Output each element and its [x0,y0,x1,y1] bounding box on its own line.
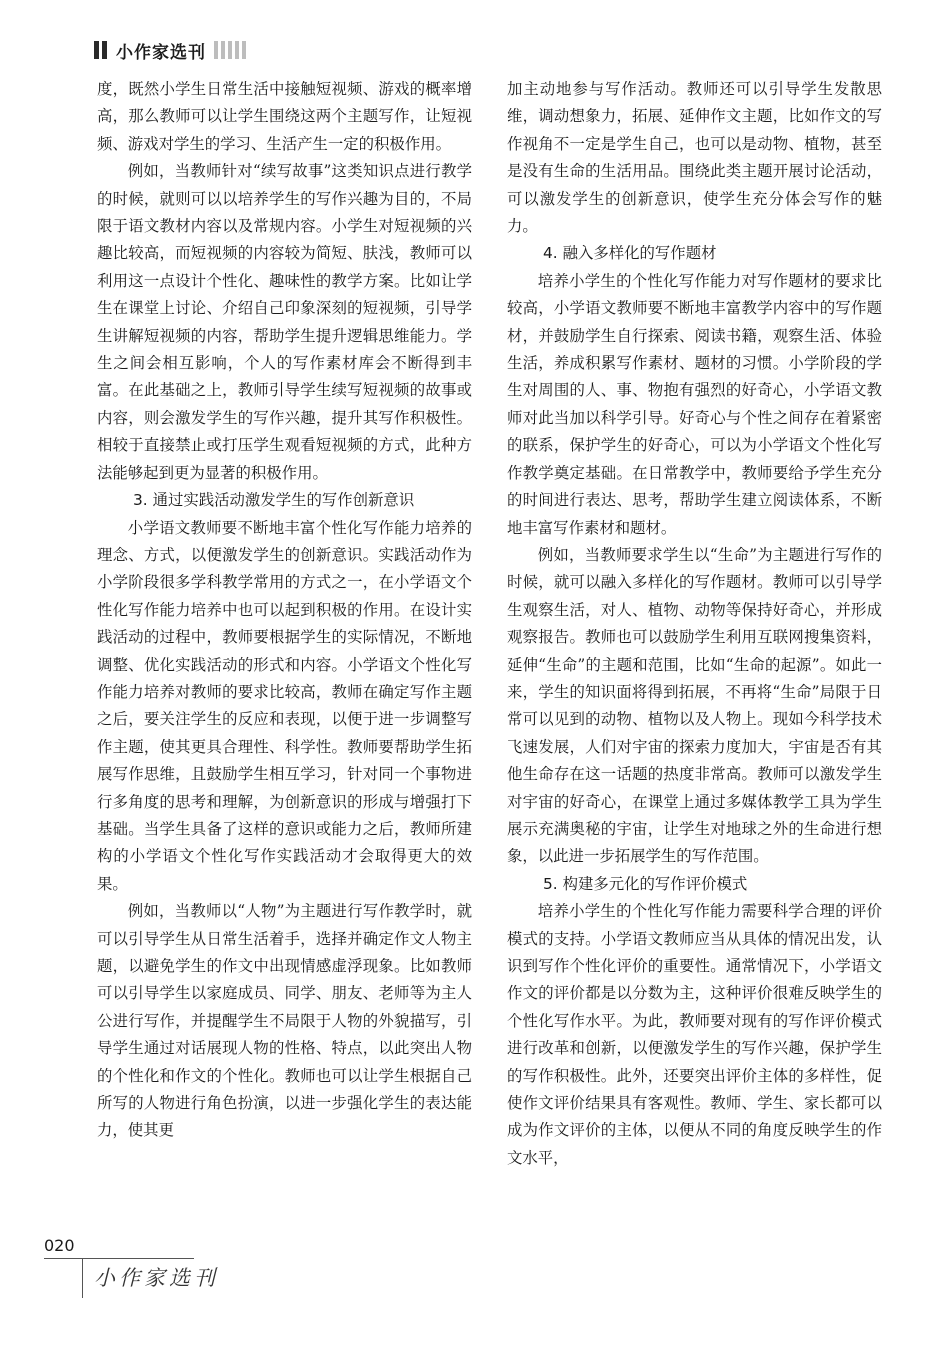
page-number: 020 [44,1236,75,1255]
header-decor-mark [228,41,232,59]
header-decor-mark [214,41,218,59]
running-header [94,38,249,62]
footer-rule-vertical [82,1258,83,1298]
paragraph: 小学语文教师要不断地丰富个性化写作能力培养的理念、方式，以便激发学生的创新意识。实践活动作为小学阶段很多学科教学常用的方式之一，在小学语文个性化写作能力培养中也可以起到积极的作用。在设计实践活动的过程中，教师要根据学生的实际情况，不断地调整、优化实践活动的形式和内容。小学语文个性化写作能力培养对教师的要求比较高，教师在确定写作主题之后，要关注学生的反应和表现，以便于进一步调整写作主题，使其更具合理性、科学性。教师要帮助学生拓展写作思维，且鼓励学生相互学习，针对同一个事物进行多角度的思考和理解，为创新意识的形成与增强打下基础。当学生具备了这样的意识或能力之后，教师所建构的小学语文个性化写作实践活动才会取得更大的效果。 [97,518,472,893]
header-bar-mark [94,41,99,59]
left-column [97,76,472,1145]
paragraph: 培养小学生的个性化写作能力对写作题材的要求比较高，小学语文教师要不断地丰富教学内容中的写作题材，并鼓励学生自行探索、阅读书籍，观察生活、体验生活，养成积累写作素材、题材的习惯。小学阶段的学生对周围的人、事、物抱有强烈的好奇心，小学语文教师对此当加以科学引导。好奇心与个性之间存在着紧密的联系，保护学生的好奇心，可以为小学语文个性化写作教学奠定基础。在日常教学中，教师要给予学生充分的时间进行表达、思考，帮助学生建立阅读体系，不断地丰富写作素材和题材。 [507,271,882,537]
header-decor-mark [221,41,225,59]
header-bar-mark [102,41,107,59]
journal-title: 小作家选刊 [116,42,206,63]
paragraph: 例如，当教师要求学生以“生命”为主题进行写作的时候，就可以融入多样化的写作题材。教师可以引导学生观察生活，对人、植物、动物等保持好奇心，并形成观察报告。教师也可以鼓励学生利用互联网搜集资料，延伸“生命”的主题和范围，比如“生命的起源”。如此一来，学生的知识面将得到拓展，不再将“生命”局限于日常可以见到的动物、植物以及人物上。现如今科学技术飞速发展，人们对宇宙的探索力度加大，宇宙是否有其他生命存在这一话题的热度非常高。教师可以激发学生对宇宙的好奇心，在课堂上通过多媒体教学工具为学生展示充满奥秘的宇宙，让学生对地球之外的生命进行想象，以此进一步拓展学生的写作范围。 [507,545,882,866]
paragraph: 例如，当教师针对“续写故事”这类知识点进行教学的时候，就则可以以培养学生的写作兴趣为目的，不局限于语文教材内容以及常规内容。小学生对短视频的兴趣比较高，而短视频的内容较为简短、肤浅，教师可以利用这一点设计个性化、趣味性的教学方案。比如让学生在课堂上讨论、介绍自己印象深刻的短视频，引导学生讲解短视频的内容，帮助学生提升逻辑思维能力。学生之间会相互影响，个人的写作素材库会不断得到丰富。在此基础之上，教师引导学生续写短视频的故事或内容，则会激发学生的写作兴趣，提升其写作积极性。相较于直接禁止或打压学生观看短视频的方式，此种方法能够起到更为显著的积极作用。 [97,162,472,482]
paragraph: 度，既然小学生日常生活中接触短视频、游戏的概率增高，那么教师可以让学生围绕这两个主题写作，让短视频、游戏对学生的学习、生活产生一定的积极作用。 [97,80,472,153]
section-heading: 3. 通过实践活动激发学生的写作创新意识 [133,491,415,510]
paragraph: 例如，当教师以“人物”为主题进行写作教学时，就可以引导学生从日常生活着手，选择并确定作文人物主题，以避免学生的作文中出现情感虚浮现象。比如教师可以引导学生以家庭成员、同学、朋友、老师等为主人公进行写作，并提醒学生不局限于人物的外貌描写，引导学生通过对话展现人物的性格、特点，以此突出人物的个性化和作文的个性化。教师也可以让学生根据自己所写的人物进行角色扮演，以进一步强化学生的表达能力，使其更 [97,902,472,1140]
right-column [507,76,882,1172]
footer-rule [44,1258,194,1259]
footer-logo: 小作家选刊 [94,1266,219,1290]
header-decor-mark [242,41,246,59]
paragraph: 加主动地参与写作活动。教师还可以引导学生发散思维，调动想象力，拓展、延伸作文主题，比如作文的写作视角不一定是学生自己，也可以是动物、植物，甚至是没有生命的生活用品。围绕此类主题开展讨论活动，可以激发学生的创新意识，使学生充分体会写作的魅力。 [507,80,882,236]
section-heading: 4. 融入多样化的写作题材 [543,244,717,263]
paragraph: 培养小学生的个性化写作能力需要科学合理的评价模式的支持。小学语文教师应当从具体的情况出发，认识到写作个性化评价的重要性。通常情况下，小学语文作文的评价都是以分数为主，这种评价很难反映学生的个性化写作水平。为此，教师要对现有的写作评价模式进行改革和创新，以便激发学生的写作兴趣，保护学生的写作积极性。此外，还要突出评价主体的多样性，促使作文评价结果具有客观性。教师、学生、家长都可以成为作文评价的主体，以便从不同的角度反映学生的作文水平， [507,902,882,1167]
section-heading: 5. 构建多元化的写作评价模式 [543,874,748,893]
header-decor-mark [235,41,239,59]
